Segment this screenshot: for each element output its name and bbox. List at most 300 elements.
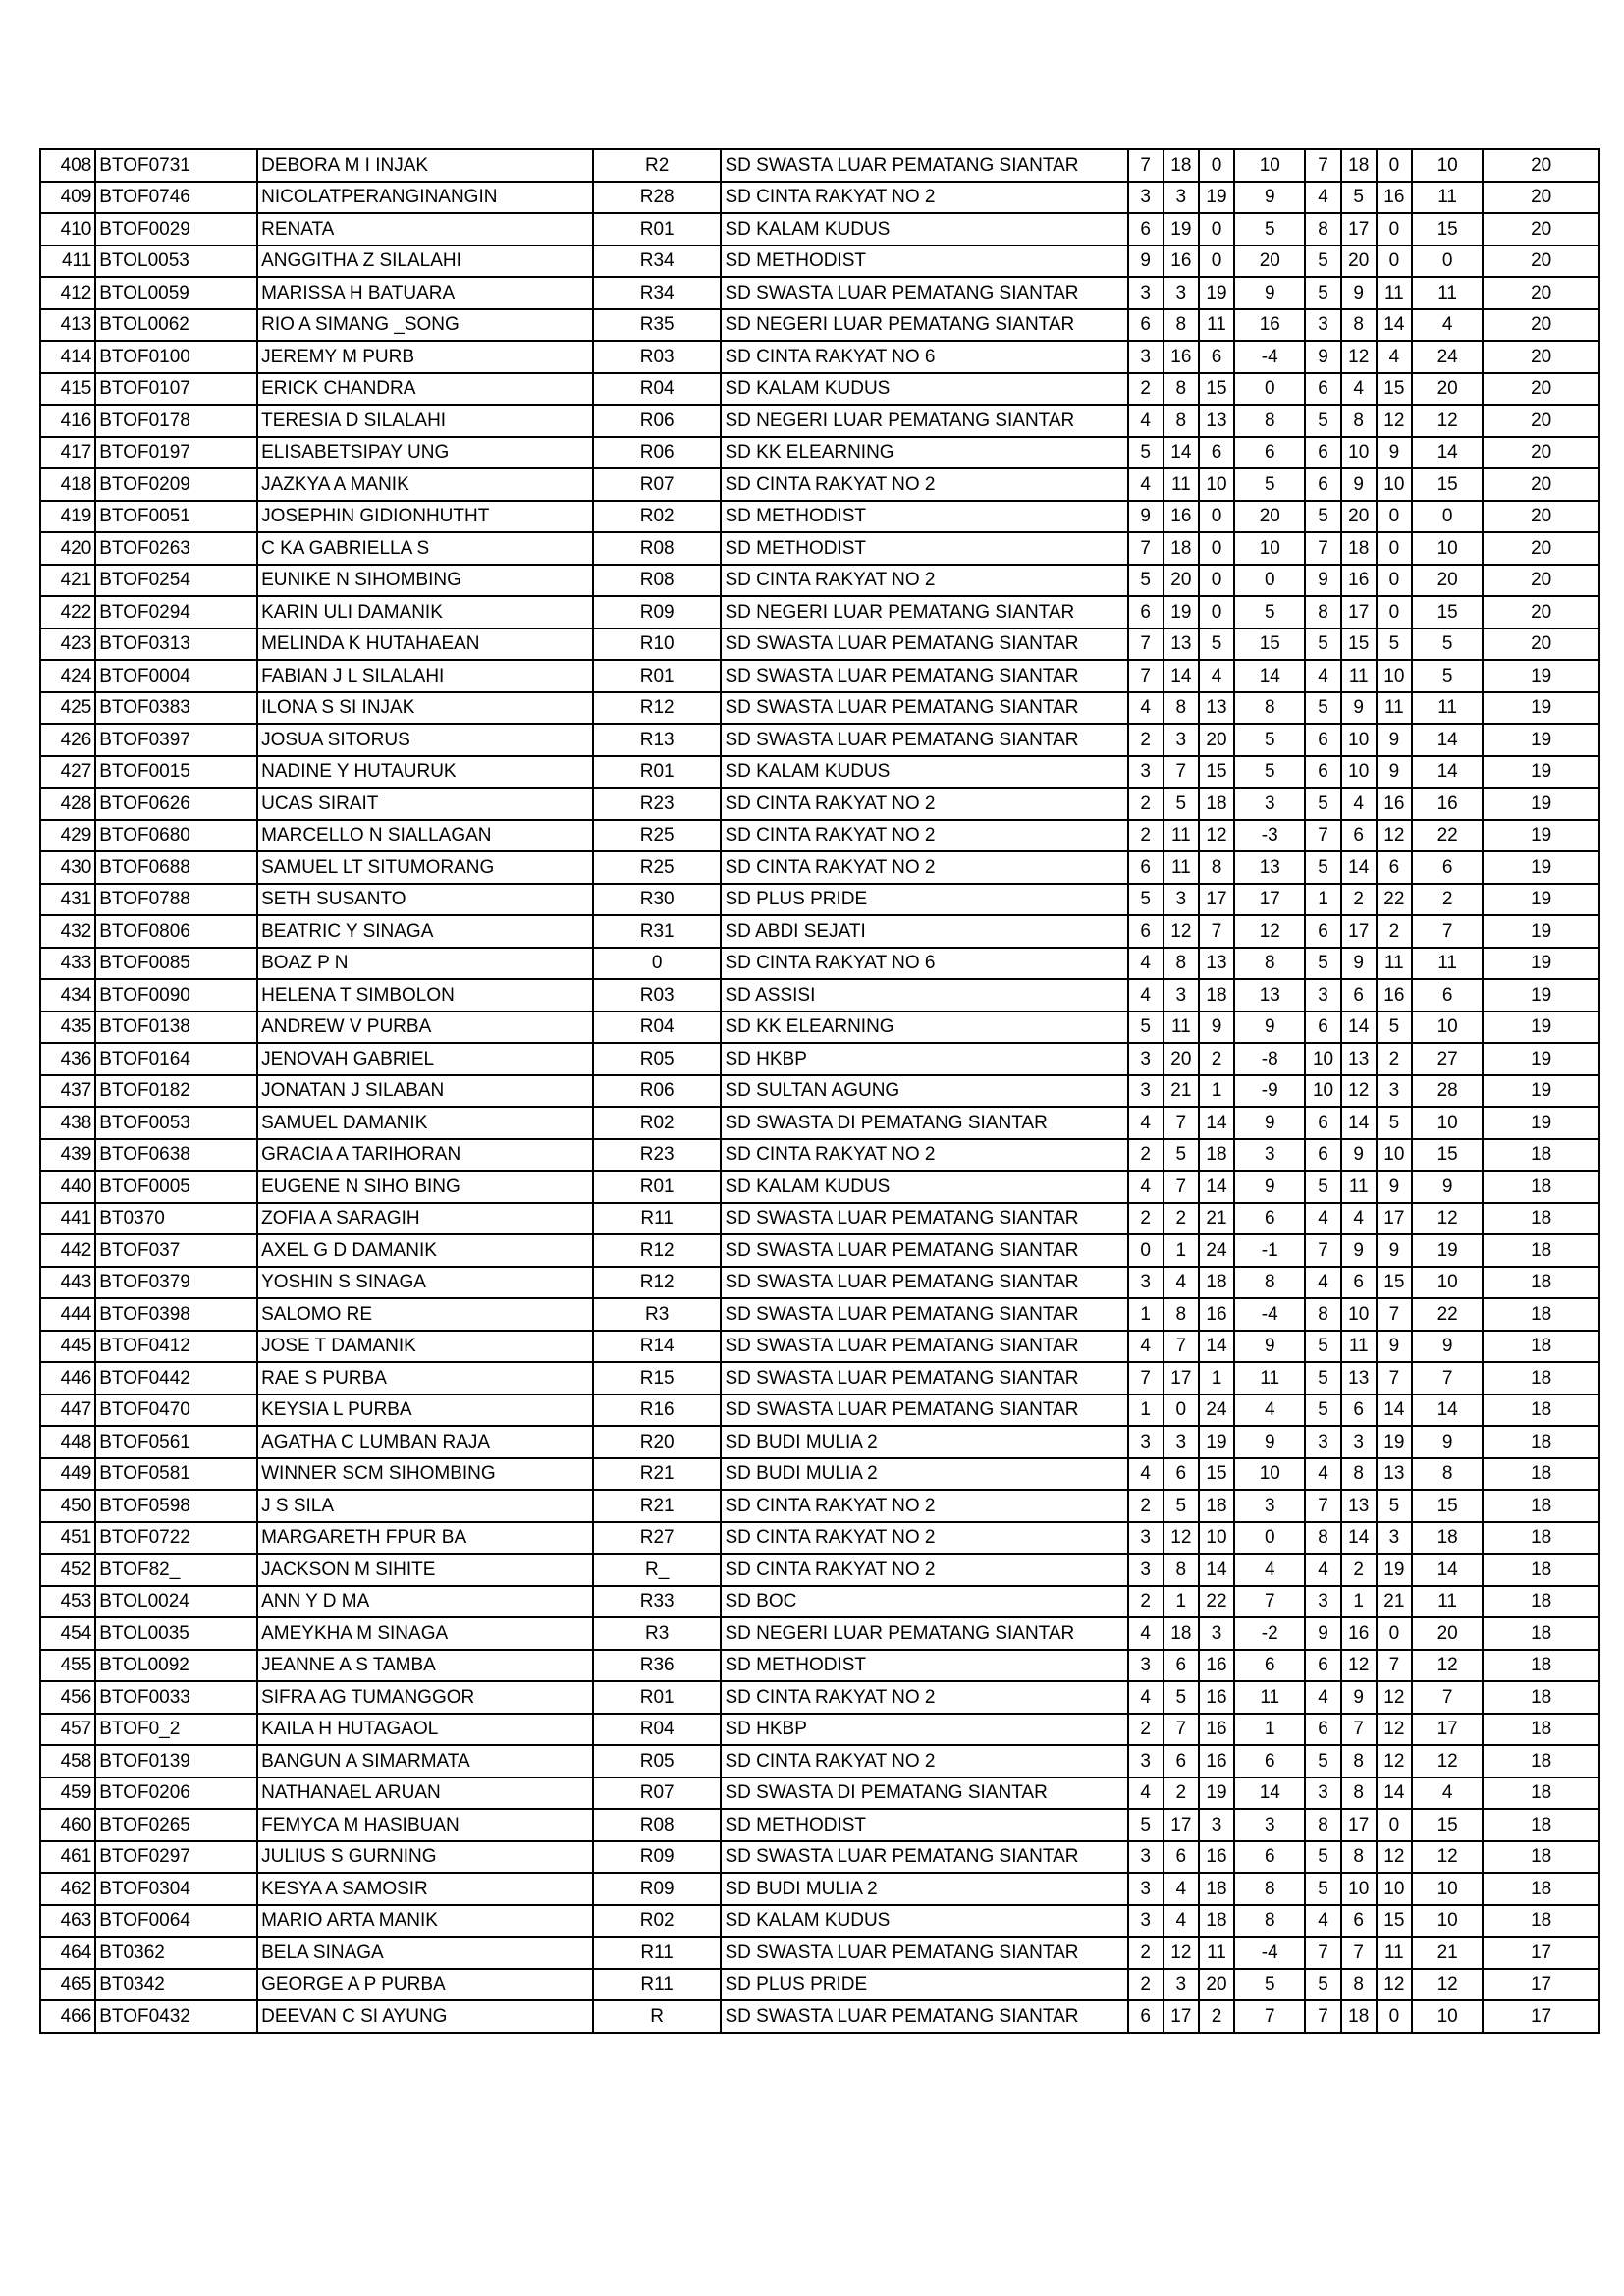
total-score-cell: 18 (1483, 1809, 1599, 1841)
room-code-cell: R33 (593, 1586, 722, 1618)
table-row (40, 182, 1599, 214)
score-a3-cell: 13 (1199, 948, 1234, 980)
table-row (40, 1107, 1599, 1139)
score-a2-cell: 1 (1164, 1586, 1199, 1618)
score-b1-cell: 1 (1305, 884, 1340, 916)
total-score-cell: 20 (1483, 341, 1599, 373)
room-code-cell: R03 (593, 341, 722, 373)
score-b1-cell: 6 (1305, 437, 1340, 469)
room-code-cell: R10 (593, 629, 722, 661)
participant-name-cell: DEEVAN C SI AYUNG (257, 2000, 593, 2033)
score-b3-cell: 5 (1377, 1490, 1412, 1522)
participant-name-cell: AXEL G D DAMANIK (257, 1234, 593, 1267)
score-a3-cell: 3 (1199, 1809, 1234, 1841)
score-b2-cell: 1 (1341, 1586, 1377, 1618)
score-b2-cell: 4 (1341, 373, 1377, 406)
score-a2-cell: 6 (1164, 1650, 1199, 1682)
score-a3-cell: 13 (1199, 405, 1234, 437)
school-name-cell: SD PLUS PRIDE (721, 884, 1127, 916)
participant-id-cell: BTOF0638 (95, 1139, 257, 1172)
table-row (40, 1011, 1599, 1044)
score-a1-cell: 3 (1128, 1873, 1164, 1905)
score-a2-cell: 14 (1164, 437, 1199, 469)
score-a3-cell: 0 (1199, 213, 1234, 246)
score-b1-cell: 5 (1305, 1171, 1340, 1203)
score-a1-cell: 4 (1128, 1617, 1164, 1650)
score-b4-cell: 12 (1412, 1203, 1483, 1235)
score-b2-cell: 7 (1341, 1937, 1377, 1969)
score-b3-cell: 9 (1377, 1171, 1412, 1203)
score-a2-cell: 6 (1164, 1841, 1199, 1874)
score-a4-cell: 8 (1234, 405, 1305, 437)
score-a2-cell: 7 (1164, 1171, 1199, 1203)
score-a1-cell: 3 (1128, 277, 1164, 309)
score-b1-cell: 6 (1305, 373, 1340, 406)
total-score-cell: 19 (1483, 979, 1599, 1011)
score-a4-cell: 15 (1234, 629, 1305, 661)
participant-name-cell: RENATA (257, 213, 593, 246)
row-number-cell: 458 (40, 1745, 95, 1777)
score-b2-cell: 6 (1341, 979, 1377, 1011)
score-b4-cell: 12 (1412, 1650, 1483, 1682)
score-a2-cell: 8 (1164, 948, 1199, 980)
score-a2-cell: 17 (1164, 1809, 1199, 1841)
row-number-cell: 435 (40, 1011, 95, 1044)
score-b3-cell: 0 (1377, 596, 1412, 629)
score-b1-cell: 5 (1305, 246, 1340, 278)
participant-id-cell: BTOL0035 (95, 1617, 257, 1650)
score-a4-cell: 9 (1234, 1331, 1305, 1363)
score-b1-cell: 4 (1305, 1203, 1340, 1235)
participant-id-cell: BTOF0470 (95, 1394, 257, 1427)
room-code-cell: R36 (593, 1650, 722, 1682)
score-a3-cell: 13 (1199, 692, 1234, 725)
score-b3-cell: 0 (1377, 246, 1412, 278)
score-b2-cell: 13 (1341, 1490, 1377, 1522)
score-b1-cell: 8 (1305, 1298, 1340, 1331)
score-a4-cell: 1 (1234, 1714, 1305, 1746)
school-name-cell: SD HKBP (721, 1714, 1127, 1746)
table-row (40, 277, 1599, 309)
score-b1-cell: 7 (1305, 1937, 1340, 1969)
participant-id-cell: BTOF0722 (95, 1522, 257, 1555)
score-a1-cell: 2 (1128, 1969, 1164, 2001)
table-row (40, 629, 1599, 661)
room-code-cell: R06 (593, 437, 722, 469)
score-a4-cell: 14 (1234, 1777, 1305, 1810)
score-a1-cell: 1 (1128, 1298, 1164, 1331)
table-row (40, 788, 1599, 820)
participant-id-cell: BTOF0383 (95, 692, 257, 725)
score-b1-cell: 6 (1305, 1139, 1340, 1172)
score-b1-cell: 5 (1305, 1873, 1340, 1905)
participant-name-cell: C KA GABRIELLA S (257, 532, 593, 565)
score-b3-cell: 16 (1377, 182, 1412, 214)
table-row (40, 1203, 1599, 1235)
row-number-cell: 434 (40, 979, 95, 1011)
score-b2-cell: 6 (1341, 1394, 1377, 1427)
score-b4-cell: 11 (1412, 1586, 1483, 1618)
total-score-cell: 19 (1483, 884, 1599, 916)
score-b3-cell: 11 (1377, 948, 1412, 980)
score-a4-cell: 6 (1234, 1841, 1305, 1874)
room-code-cell: R21 (593, 1458, 722, 1491)
total-score-cell: 18 (1483, 1234, 1599, 1267)
score-a3-cell: 20 (1199, 1969, 1234, 2001)
score-a1-cell: 3 (1128, 1650, 1164, 1682)
score-b2-cell: 17 (1341, 213, 1377, 246)
score-a3-cell: 5 (1199, 629, 1234, 661)
participant-name-cell: ERICK CHANDRA (257, 373, 593, 406)
score-b2-cell: 9 (1341, 692, 1377, 725)
room-code-cell: R30 (593, 884, 722, 916)
participant-name-cell: KARIN ULI DAMANIK (257, 596, 593, 629)
score-a3-cell: 18 (1199, 1267, 1234, 1299)
score-a1-cell: 4 (1128, 1777, 1164, 1810)
participant-id-cell: BTOF0688 (95, 851, 257, 884)
table-row (40, 660, 1599, 692)
score-a4-cell: -9 (1234, 1075, 1305, 1108)
score-a1-cell: 3 (1128, 1426, 1164, 1458)
participant-name-cell: ANGGITHA Z SILALAHI (257, 246, 593, 278)
total-score-cell: 17 (1483, 2000, 1599, 2033)
school-name-cell: SD SWASTA LUAR PEMATANG SIANTAR (721, 1234, 1127, 1267)
participant-name-cell: TERESIA D SILALAHI (257, 405, 593, 437)
table-row (40, 884, 1599, 916)
score-a2-cell: 2 (1164, 1203, 1199, 1235)
table-row (40, 1267, 1599, 1299)
score-b4-cell: 10 (1412, 1905, 1483, 1938)
school-name-cell: SD SWASTA LUAR PEMATANG SIANTAR (721, 692, 1127, 725)
score-b3-cell: 11 (1377, 1937, 1412, 1969)
score-b3-cell: 13 (1377, 1458, 1412, 1491)
score-b3-cell: 12 (1377, 1714, 1412, 1746)
score-b3-cell: 17 (1377, 1203, 1412, 1235)
score-b4-cell: 17 (1412, 1714, 1483, 1746)
score-a2-cell: 3 (1164, 884, 1199, 916)
total-score-cell: 19 (1483, 788, 1599, 820)
score-a4-cell: 8 (1234, 1873, 1305, 1905)
participant-name-cell: ELISABETSIPAY UNG (257, 437, 593, 469)
score-b2-cell: 9 (1341, 948, 1377, 980)
total-score-cell: 18 (1483, 1331, 1599, 1363)
score-a4-cell: 9 (1234, 182, 1305, 214)
table-row (40, 1777, 1599, 1810)
score-a3-cell: 16 (1199, 1714, 1234, 1746)
score-a2-cell: 7 (1164, 1714, 1199, 1746)
school-name-cell: SD SWASTA LUAR PEMATANG SIANTAR (721, 724, 1127, 756)
total-score-cell: 18 (1483, 1139, 1599, 1172)
score-a1-cell: 6 (1128, 309, 1164, 342)
score-b1-cell: 4 (1305, 1905, 1340, 1938)
total-score-cell: 18 (1483, 1522, 1599, 1555)
score-b3-cell: 10 (1377, 1139, 1412, 1172)
table-row (40, 213, 1599, 246)
row-number-cell: 432 (40, 915, 95, 948)
score-a3-cell: 18 (1199, 979, 1234, 1011)
score-b1-cell: 5 (1305, 405, 1340, 437)
score-a2-cell: 11 (1164, 468, 1199, 501)
school-name-cell: SD PLUS PRIDE (721, 1969, 1127, 2001)
score-a1-cell: 3 (1128, 1554, 1164, 1586)
score-b4-cell: 7 (1412, 1681, 1483, 1714)
row-number-cell: 409 (40, 182, 95, 214)
score-a4-cell: 4 (1234, 1394, 1305, 1427)
total-score-cell: 19 (1483, 851, 1599, 884)
total-score-cell: 20 (1483, 532, 1599, 565)
score-b4-cell: 10 (1412, 532, 1483, 565)
total-score-cell: 18 (1483, 1203, 1599, 1235)
school-name-cell: SD CINTA RAKYAT NO 2 (721, 1681, 1127, 1714)
score-a2-cell: 8 (1164, 1554, 1199, 1586)
school-name-cell: SD SWASTA LUAR PEMATANG SIANTAR (721, 1841, 1127, 1874)
score-b1-cell: 4 (1305, 660, 1340, 692)
table-row (40, 2000, 1599, 2033)
score-b2-cell: 9 (1341, 1234, 1377, 1267)
score-a4-cell: 3 (1234, 1490, 1305, 1522)
total-score-cell: 20 (1483, 309, 1599, 342)
row-number-cell: 445 (40, 1331, 95, 1363)
score-b4-cell: 15 (1412, 1139, 1483, 1172)
school-name-cell: SD SWASTA LUAR PEMATANG SIANTAR (721, 277, 1127, 309)
score-a4-cell: 6 (1234, 1745, 1305, 1777)
score-b4-cell: 15 (1412, 213, 1483, 246)
participant-id-cell: BTOF0598 (95, 1490, 257, 1522)
score-b1-cell: 4 (1305, 1554, 1340, 1586)
total-score-cell: 18 (1483, 1841, 1599, 1874)
room-code-cell: R12 (593, 692, 722, 725)
score-a1-cell: 3 (1128, 1267, 1164, 1299)
score-a1-cell: 3 (1128, 1905, 1164, 1938)
participant-id-cell: BTOF0029 (95, 213, 257, 246)
score-a3-cell: 19 (1199, 182, 1234, 214)
participant-name-cell: SETH SUSANTO (257, 884, 593, 916)
score-a4-cell: 9 (1234, 1171, 1305, 1203)
room-code-cell: R3 (593, 1617, 722, 1650)
score-a4-cell: 9 (1234, 1426, 1305, 1458)
row-number-cell: 419 (40, 501, 95, 533)
participant-name-cell: ANN Y D MA (257, 1586, 593, 1618)
participant-name-cell: ANDREW V PURBA (257, 1011, 593, 1044)
score-a1-cell: 2 (1128, 1203, 1164, 1235)
row-number-cell: 437 (40, 1075, 95, 1108)
score-a3-cell: 15 (1199, 1458, 1234, 1491)
participant-id-cell: BTOF0397 (95, 724, 257, 756)
score-b4-cell: 10 (1412, 1873, 1483, 1905)
score-b2-cell: 6 (1341, 1267, 1377, 1299)
total-score-cell: 18 (1483, 1394, 1599, 1427)
table-row (40, 149, 1599, 182)
total-score-cell: 18 (1483, 1905, 1599, 1938)
participant-name-cell: KEYSIA L PURBA (257, 1394, 593, 1427)
score-a3-cell: 16 (1199, 1298, 1234, 1331)
score-a2-cell: 16 (1164, 501, 1199, 533)
score-a4-cell: 5 (1234, 1969, 1305, 2001)
score-b4-cell: 10 (1412, 149, 1483, 182)
school-name-cell: SD KALAM KUDUS (721, 373, 1127, 406)
row-number-cell: 416 (40, 405, 95, 437)
score-a1-cell: 4 (1128, 1681, 1164, 1714)
score-b4-cell: 6 (1412, 851, 1483, 884)
score-a4-cell: -8 (1234, 1043, 1305, 1075)
score-a3-cell: 24 (1199, 1234, 1234, 1267)
school-name-cell: SD KK ELEARNING (721, 437, 1127, 469)
table-row (40, 1394, 1599, 1427)
school-name-cell: SD METHODIST (721, 246, 1127, 278)
school-name-cell: SD SWASTA LUAR PEMATANG SIANTAR (721, 2000, 1127, 2033)
score-a1-cell: 3 (1128, 182, 1164, 214)
score-b3-cell: 11 (1377, 692, 1412, 725)
score-b2-cell: 15 (1341, 629, 1377, 661)
score-a1-cell: 4 (1128, 979, 1164, 1011)
score-b2-cell: 8 (1341, 1777, 1377, 1810)
score-b4-cell: 14 (1412, 724, 1483, 756)
score-b2-cell: 2 (1341, 884, 1377, 916)
table-row (40, 1362, 1599, 1394)
score-a2-cell: 5 (1164, 788, 1199, 820)
total-score-cell: 20 (1483, 149, 1599, 182)
score-a1-cell: 5 (1128, 437, 1164, 469)
score-a4-cell: 9 (1234, 1107, 1305, 1139)
score-a1-cell: 7 (1128, 149, 1164, 182)
score-a1-cell: 7 (1128, 660, 1164, 692)
score-b1-cell: 3 (1305, 979, 1340, 1011)
score-b3-cell: 0 (1377, 213, 1412, 246)
total-score-cell: 18 (1483, 1267, 1599, 1299)
row-number-cell: 424 (40, 660, 95, 692)
room-code-cell: R13 (593, 724, 722, 756)
school-name-cell: SD SWASTA LUAR PEMATANG SIANTAR (721, 660, 1127, 692)
score-b3-cell: 3 (1377, 1075, 1412, 1108)
score-b4-cell: 12 (1412, 1745, 1483, 1777)
score-b1-cell: 6 (1305, 724, 1340, 756)
score-a3-cell: 18 (1199, 788, 1234, 820)
score-a4-cell: 14 (1234, 660, 1305, 692)
score-b4-cell: 7 (1412, 915, 1483, 948)
score-b4-cell: 21 (1412, 1937, 1483, 1969)
score-a3-cell: 16 (1199, 1650, 1234, 1682)
score-b2-cell: 2 (1341, 1554, 1377, 1586)
score-b1-cell: 3 (1305, 1777, 1340, 1810)
score-a3-cell: 0 (1199, 149, 1234, 182)
score-b4-cell: 15 (1412, 1490, 1483, 1522)
score-b4-cell: 14 (1412, 437, 1483, 469)
participant-id-cell: BTOF0398 (95, 1298, 257, 1331)
score-a2-cell: 3 (1164, 724, 1199, 756)
score-a3-cell: 10 (1199, 1522, 1234, 1555)
total-score-cell: 19 (1483, 756, 1599, 789)
score-b3-cell: 19 (1377, 1426, 1412, 1458)
row-number-cell: 408 (40, 149, 95, 182)
score-a1-cell: 9 (1128, 246, 1164, 278)
score-b3-cell: 7 (1377, 1362, 1412, 1394)
total-score-cell: 18 (1483, 1873, 1599, 1905)
score-b1-cell: 7 (1305, 532, 1340, 565)
score-b4-cell: 14 (1412, 1554, 1483, 1586)
score-b4-cell: 22 (1412, 1298, 1483, 1331)
room-code-cell: R12 (593, 1234, 722, 1267)
school-name-cell: SD CINTA RAKYAT NO 6 (721, 341, 1127, 373)
score-b4-cell: 6 (1412, 979, 1483, 1011)
score-a4-cell: -3 (1234, 820, 1305, 852)
score-b3-cell: 2 (1377, 915, 1412, 948)
score-a1-cell: 3 (1128, 1075, 1164, 1108)
score-a1-cell: 9 (1128, 501, 1164, 533)
school-name-cell: SD SWASTA LUAR PEMATANG SIANTAR (721, 1937, 1127, 1969)
score-b1-cell: 5 (1305, 788, 1340, 820)
score-a2-cell: 8 (1164, 373, 1199, 406)
score-a1-cell: 5 (1128, 1011, 1164, 1044)
total-score-cell: 20 (1483, 501, 1599, 533)
row-number-cell: 426 (40, 724, 95, 756)
score-b3-cell: 12 (1377, 405, 1412, 437)
row-number-cell: 431 (40, 884, 95, 916)
score-b3-cell: 10 (1377, 660, 1412, 692)
participant-name-cell: JEANNE A S TAMBA (257, 1650, 593, 1682)
table-row (40, 1490, 1599, 1522)
participant-name-cell: BOAZ P N (257, 948, 593, 980)
score-b4-cell: 15 (1412, 1809, 1483, 1841)
score-b1-cell: 5 (1305, 1841, 1340, 1874)
score-b1-cell: 9 (1305, 565, 1340, 597)
room-code-cell: R31 (593, 915, 722, 948)
score-a2-cell: 11 (1164, 851, 1199, 884)
score-a4-cell: 20 (1234, 501, 1305, 533)
score-b1-cell: 5 (1305, 1331, 1340, 1363)
participant-name-cell: JOSEPHIN GIDIONHUTHT (257, 501, 593, 533)
participant-id-cell: BTOF0442 (95, 1362, 257, 1394)
score-a2-cell: 8 (1164, 1298, 1199, 1331)
score-b3-cell: 15 (1377, 373, 1412, 406)
score-b1-cell: 5 (1305, 1969, 1340, 2001)
participant-name-cell: HELENA T SIMBOLON (257, 979, 593, 1011)
participant-name-cell: FEMYCA M HASIBUAN (257, 1809, 593, 1841)
score-b1-cell: 9 (1305, 341, 1340, 373)
score-b3-cell: 12 (1377, 820, 1412, 852)
score-b3-cell: 7 (1377, 1650, 1412, 1682)
score-b3-cell: 9 (1377, 1331, 1412, 1363)
table-row (40, 565, 1599, 597)
row-number-cell: 415 (40, 373, 95, 406)
table-row (40, 1841, 1599, 1874)
row-number-cell: 460 (40, 1809, 95, 1841)
score-b2-cell: 10 (1341, 437, 1377, 469)
score-a1-cell: 3 (1128, 1043, 1164, 1075)
score-a3-cell: 6 (1199, 437, 1234, 469)
score-b2-cell: 12 (1341, 1075, 1377, 1108)
score-b2-cell: 16 (1341, 565, 1377, 597)
score-b1-cell: 3 (1305, 309, 1340, 342)
school-name-cell: SD SULTAN AGUNG (721, 1075, 1127, 1108)
room-code-cell: R01 (593, 213, 722, 246)
room-code-cell: R21 (593, 1490, 722, 1522)
school-name-cell: SD ASSISI (721, 979, 1127, 1011)
table-row (40, 405, 1599, 437)
score-a2-cell: 7 (1164, 756, 1199, 789)
score-b2-cell: 9 (1341, 277, 1377, 309)
score-a1-cell: 3 (1128, 1841, 1164, 1874)
score-b2-cell: 10 (1341, 724, 1377, 756)
participant-name-cell: JULIUS S GURNING (257, 1841, 593, 1874)
score-b2-cell: 18 (1341, 2000, 1377, 2033)
room-code-cell: R2 (593, 149, 722, 182)
score-b4-cell: 12 (1412, 1969, 1483, 2001)
score-a2-cell: 0 (1164, 1394, 1199, 1427)
score-a2-cell: 16 (1164, 246, 1199, 278)
score-b1-cell: 6 (1305, 1011, 1340, 1044)
score-a3-cell: 20 (1199, 724, 1234, 756)
participant-name-cell: NICOLATPERANGINANGIN (257, 182, 593, 214)
